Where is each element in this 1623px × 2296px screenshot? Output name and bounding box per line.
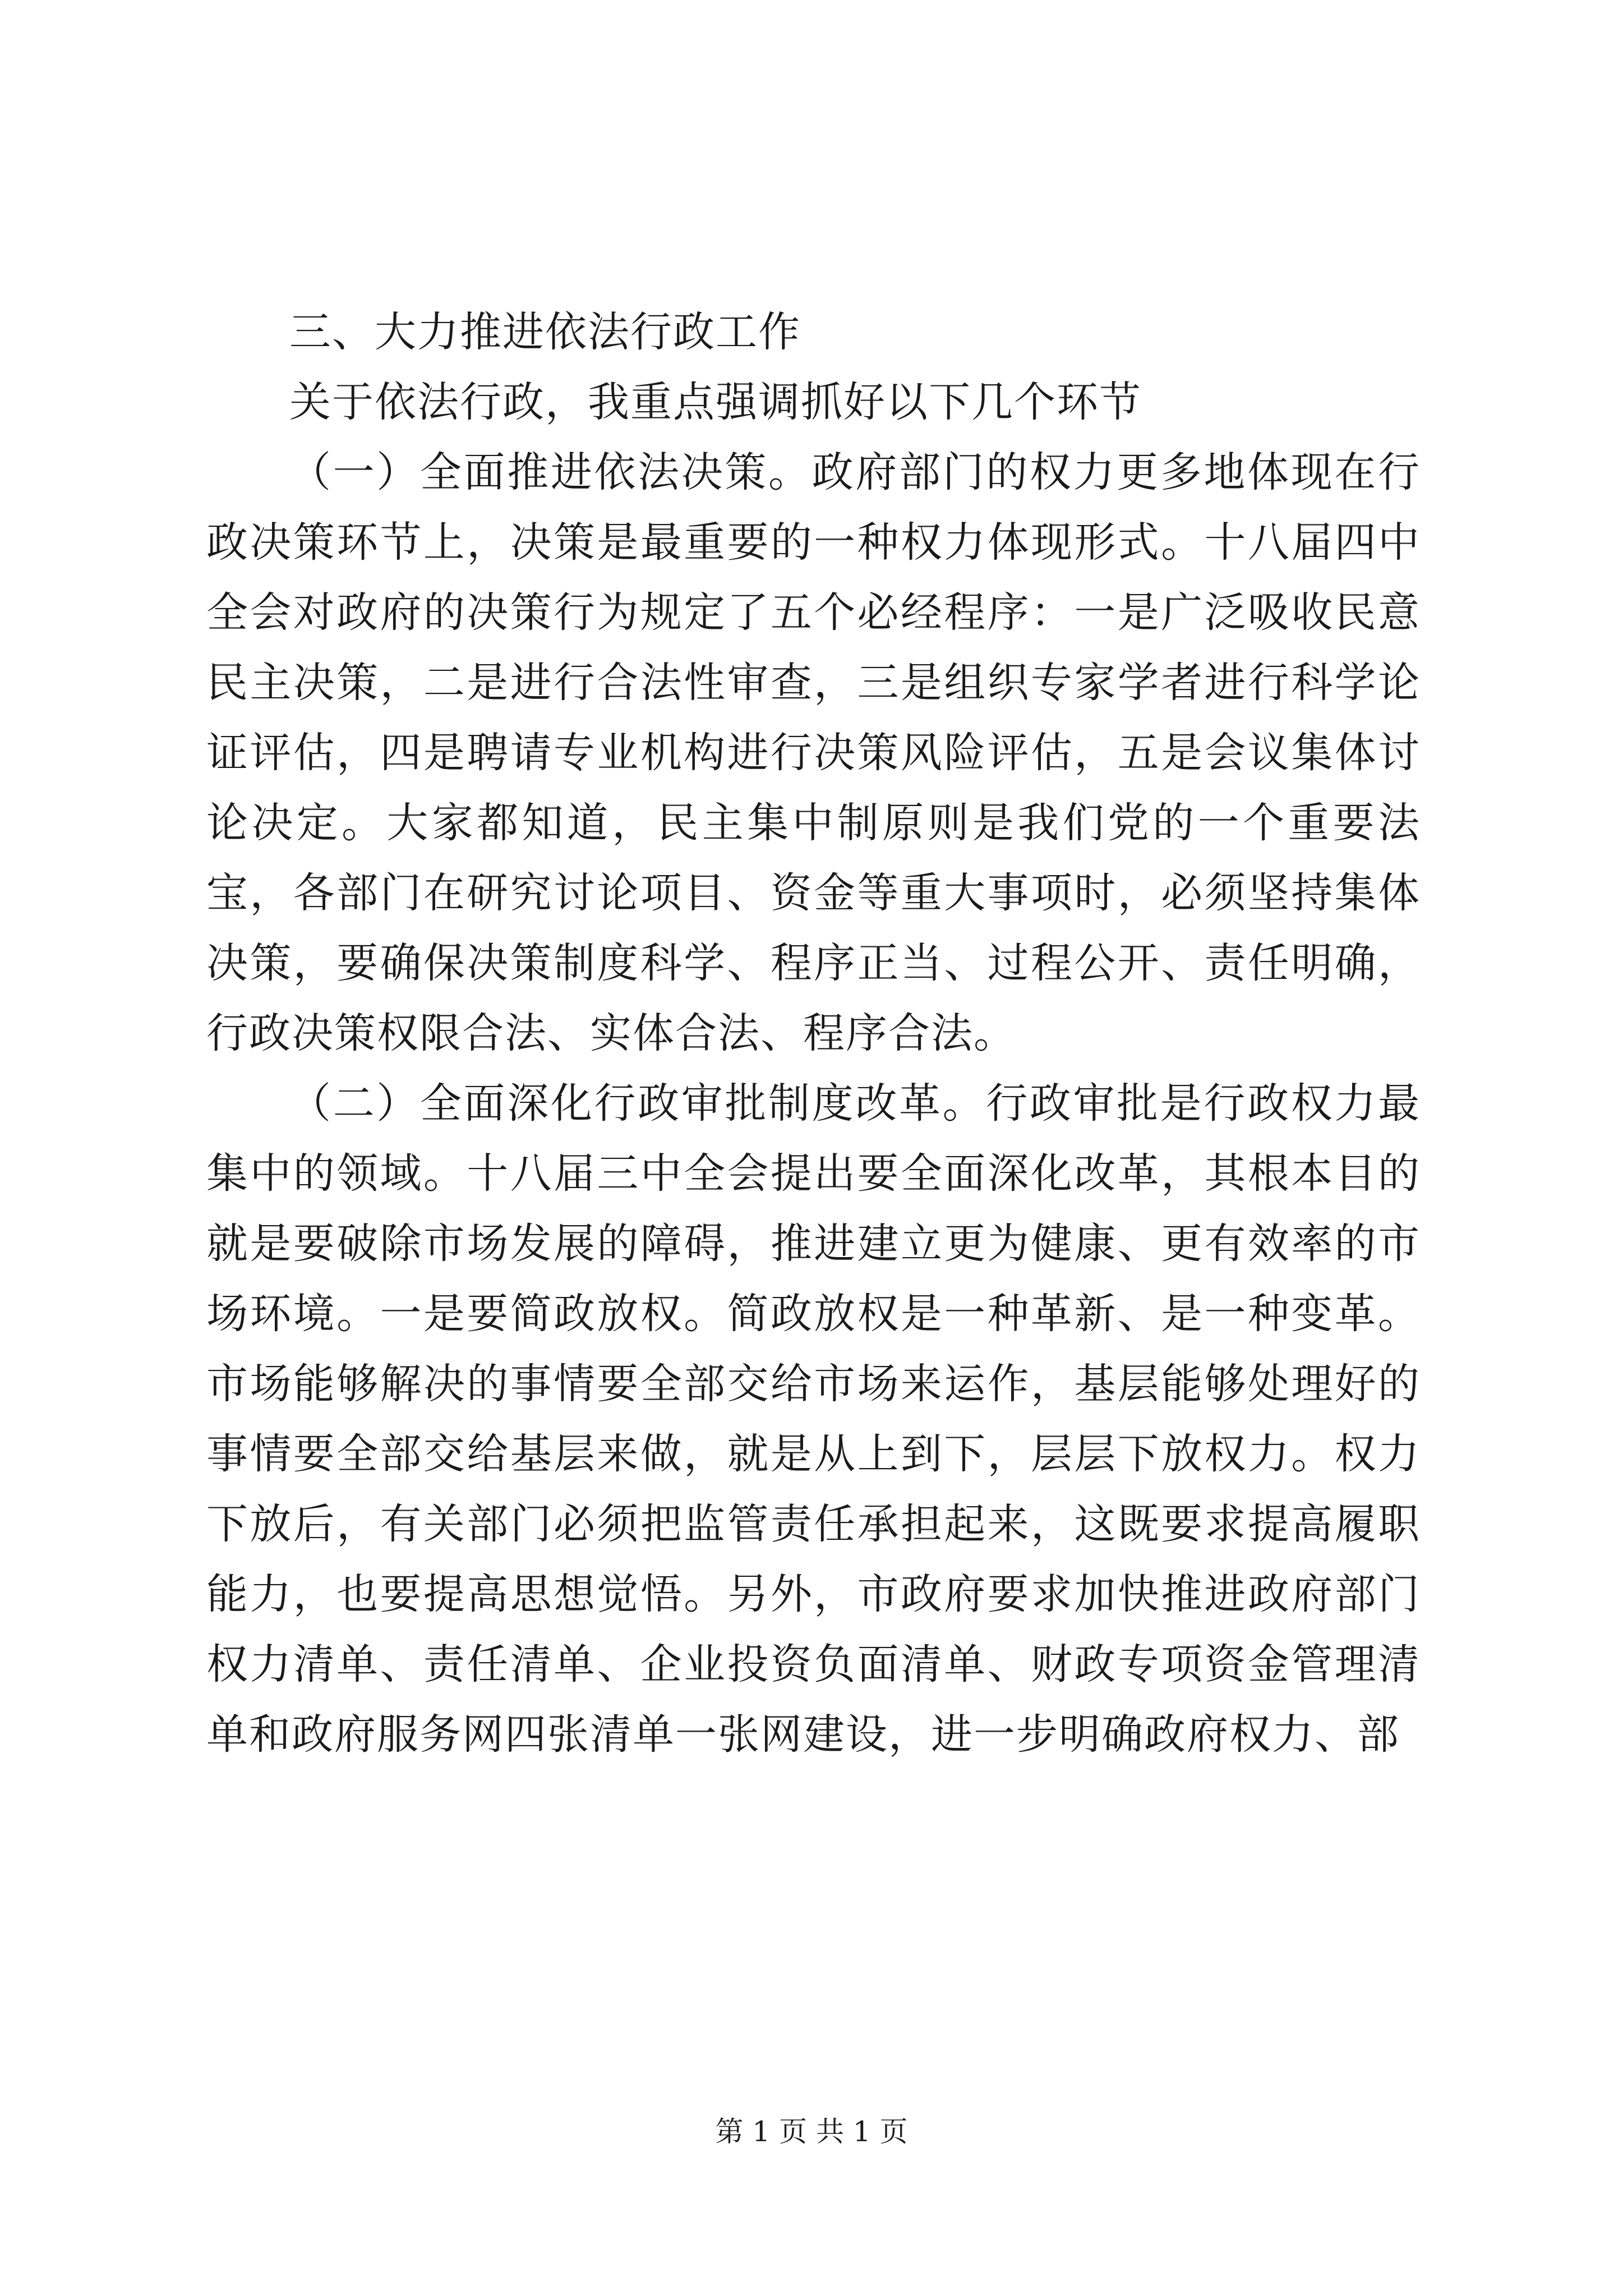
intro-paragraph: 关于依法行政，我重点强调抓好以下几个环节 [289, 378, 1142, 426]
paragraph-decision-making: （一）全面推进依法决策。政府部门的权力更多地体现在行政决策环节上，决策是最重要的一种权力体现形式。十八届四中全会对政府的决策行为规定了五个必经程序：一是广泛吸收民意民主决策，二是进行合法性审查，三是组织专家学者进行科学论证评估，四是聘请专业机构进行决策风险评估，五是会议集体讨论决定。大家都知道，民主集中制原则是我们党的一个重要法宝，各部门在研究讨论项目、资金等重大事项时，必须坚持集体决策，要确保决策制度科学、程序正当、过程公开、责任明确，行政决策权限合法、实体合法、程序合法。 [206, 448, 1421, 1057]
document-body [206, 297, 1421, 1770]
section-heading: 三、大力推进依法行政工作 [289, 308, 801, 356]
page-footer: 第 1 页 共 1 页 [715, 2115, 908, 2148]
paragraph-approval-reform: （二）全面深化行政审批制度改革。行政审批是行政权力最集中的领域。十八届三中全会提出要全面深化改革，其根本目的就是要破除市场发展的障碍，推进建立更为健康、更有效率的市场环境。一是要简政放权。简政放权是一种革新、是一种变革。市场能够解决的事情要全部交给市场来运作，基层能够处理好的事情要全部交给基层来做，就是从上到下，层层下放权力。权力下放后，有关部门必须把监管责任承担起来，这既要求提高履职能力，也要提高思想觉悟。另外，市政府要求加快推进政府部门权力清单、责任清单、企业投资负面清单、财政专项资金管理清单和政府服务网四张清单一张网建设，进一步明确政府权力、部 [206, 1079, 1421, 1759]
